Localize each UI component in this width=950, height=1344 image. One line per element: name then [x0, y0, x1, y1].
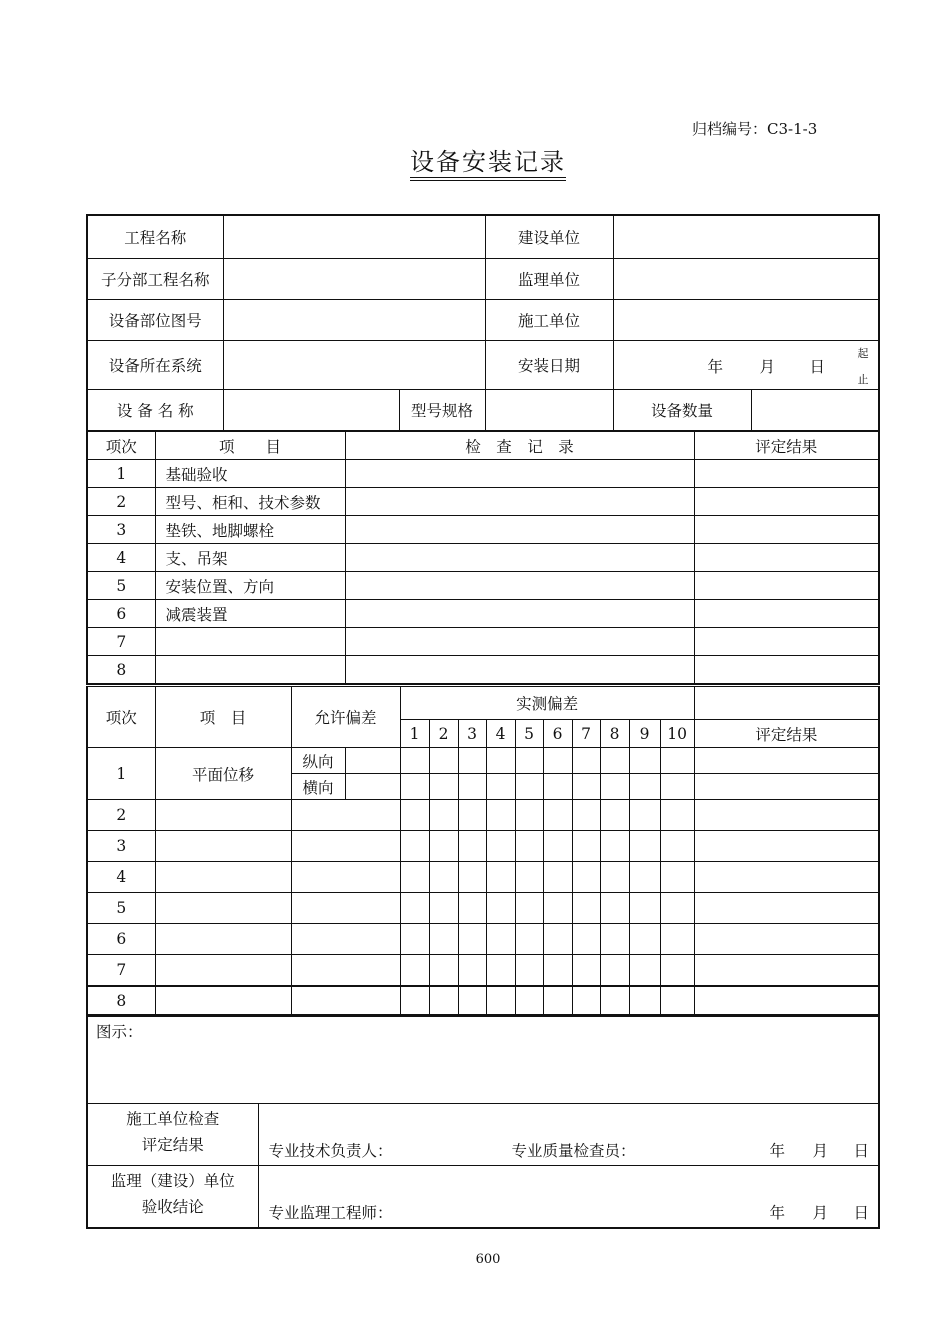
check-result[interactable] — [694, 544, 879, 572]
sign-month: 月 — [812, 1203, 829, 1222]
check-no: 7 — [87, 628, 155, 656]
dev-header-measured: 实测偏差 — [400, 687, 694, 720]
check-result[interactable] — [694, 488, 879, 516]
check-no: 5 — [87, 572, 155, 600]
header-result: 评定结果 — [694, 432, 879, 460]
dev-header-item: 项 目 — [155, 687, 291, 748]
archive-number: 归档编号：C3-1-3 — [692, 120, 818, 138]
page-number: 600 — [475, 1252, 501, 1267]
col-7: 7 — [572, 720, 600, 748]
check-table — [86, 431, 880, 685]
field-subproject-name[interactable] — [223, 258, 485, 299]
check-result[interactable] — [694, 628, 879, 656]
col-5: 5 — [515, 720, 543, 748]
allow-value[interactable] — [345, 774, 400, 800]
figure-label: 图示： — [96, 1023, 143, 1041]
title-underline — [410, 177, 566, 178]
check-record[interactable] — [345, 656, 694, 685]
dev-header-blank — [694, 687, 879, 720]
check-record[interactable] — [345, 600, 694, 628]
field-device-name[interactable] — [223, 389, 399, 431]
check-record[interactable] — [345, 516, 694, 544]
dir-longitudinal: 纵向 — [291, 748, 345, 774]
check-row — [87, 488, 879, 516]
dev-header-no: 项次 — [87, 687, 155, 748]
col-10: 10 — [660, 720, 694, 748]
allow-value[interactable] — [345, 748, 400, 774]
check-no: 4 — [87, 544, 155, 572]
field-model[interactable] — [485, 389, 613, 431]
construct-check-field[interactable] — [258, 1103, 879, 1165]
field-quantity[interactable] — [751, 389, 879, 431]
check-row — [87, 460, 879, 488]
check-no: 6 — [87, 600, 155, 628]
check-no: 2 — [87, 488, 155, 516]
dev-row-item: 平面位移 — [155, 748, 291, 800]
check-result[interactable] — [694, 460, 879, 488]
dev-header-allow: 允许偏差 — [291, 687, 400, 748]
field-supervise-unit[interactable] — [613, 258, 879, 299]
info-table — [86, 214, 880, 432]
check-no: 1 — [87, 460, 155, 488]
label-system: 设备所在系统 — [87, 340, 223, 389]
header-no: 项次 — [87, 432, 155, 460]
dev-row-no: 1 — [87, 748, 155, 800]
date-zhi: 止 — [857, 372, 869, 386]
dev-row-no: 4 — [87, 862, 155, 893]
construct-check-line2: 评定结果 — [141, 1136, 204, 1154]
check-no: 3 — [87, 516, 155, 544]
label-subproject-name: 子分部工程名称 — [87, 258, 223, 299]
title-underline-2 — [410, 180, 566, 181]
sign-month: 月 — [812, 1141, 829, 1160]
dev-row-no: 8 — [87, 986, 155, 1016]
supervise-line2: 验收结论 — [141, 1198, 204, 1216]
label-project-name: 工程名称 — [87, 215, 223, 258]
dev-row-no: 7 — [87, 955, 155, 986]
field-drawing-no[interactable] — [223, 299, 485, 340]
header-record: 检 查 记 录 — [345, 432, 694, 460]
label-install-date: 安装日期 — [485, 340, 613, 389]
check-item: 垫铁、地脚螺栓 — [155, 516, 345, 544]
check-item: 减震装置 — [155, 600, 345, 628]
check-record[interactable] — [345, 572, 694, 600]
check-row — [87, 572, 879, 600]
field-system[interactable] — [223, 340, 485, 389]
dev-row — [87, 831, 879, 862]
dev-row-no: 5 — [87, 893, 155, 924]
check-item[interactable] — [155, 656, 345, 685]
dev-row — [87, 955, 879, 986]
check-row — [87, 544, 879, 572]
check-item[interactable] — [155, 628, 345, 656]
dev-row — [87, 986, 879, 1016]
check-record[interactable] — [345, 628, 694, 656]
col-2: 2 — [429, 720, 458, 748]
check-item: 基础验收 — [155, 460, 345, 488]
check-row — [87, 516, 879, 544]
construct-check-line1: 施工单位检查 — [126, 1110, 220, 1128]
dev-header-result: 评定结果 — [694, 720, 879, 748]
date-qi: 起 — [857, 346, 869, 360]
field-construct-unit[interactable] — [613, 299, 879, 340]
check-row — [87, 628, 879, 656]
supervise-line1: 监理（建设）单位 — [110, 1172, 235, 1190]
check-no: 8 — [87, 656, 155, 685]
check-item: 支、吊架 — [155, 544, 345, 572]
check-result[interactable] — [694, 600, 879, 628]
check-item: 型号、柜和、技术参数 — [155, 488, 345, 516]
dev-row — [87, 862, 879, 893]
header-item: 项 目 — [155, 432, 345, 460]
field-build-unit[interactable] — [613, 215, 879, 258]
check-record[interactable] — [345, 544, 694, 572]
footer-table — [86, 1014, 880, 1229]
dev-row — [87, 800, 879, 831]
sign-year: 年 — [769, 1141, 786, 1160]
check-row — [87, 656, 879, 685]
supervise-label — [87, 1165, 258, 1228]
dir-transverse: 横向 — [291, 774, 345, 800]
label-drawing-no: 设备部位图号 — [87, 299, 223, 340]
col-8: 8 — [600, 720, 629, 748]
check-result[interactable] — [694, 656, 879, 685]
dev-row-no: 3 — [87, 831, 155, 862]
dev-row-no: 2 — [87, 800, 155, 831]
page-title: 设备安装记录 — [410, 148, 566, 176]
label-model: 型号规格 — [399, 389, 485, 431]
quality-inspector-label: 专业质量检查员： — [511, 1141, 636, 1160]
sign-day: 日 — [853, 1141, 870, 1160]
col-9: 9 — [629, 720, 660, 748]
construct-check-label — [87, 1103, 258, 1165]
field-project-name[interactable] — [223, 215, 485, 258]
label-device-name: 设 备 名 称 — [87, 389, 223, 431]
check-record[interactable] — [345, 460, 694, 488]
date-month: 月 — [759, 357, 776, 376]
figure-area[interactable] — [87, 1015, 879, 1103]
dev-row — [87, 893, 879, 924]
tech-lead-label: 专业技术负责人： — [268, 1141, 393, 1160]
check-result[interactable] — [694, 516, 879, 544]
label-construct-unit: 施工单位 — [485, 299, 613, 340]
check-record[interactable] — [345, 488, 694, 516]
col-3: 3 — [458, 720, 486, 748]
sign-year: 年 — [769, 1203, 786, 1222]
date-year: 年 — [707, 357, 724, 376]
sign-day: 日 — [853, 1203, 870, 1222]
check-row — [87, 600, 879, 628]
col-6: 6 — [543, 720, 572, 748]
label-build-unit: 建设单位 — [485, 215, 613, 258]
deviation-table — [86, 686, 880, 1017]
check-item: 安装位置、方向 — [155, 572, 345, 600]
field-install-date[interactable] — [613, 340, 879, 389]
col-1: 1 — [400, 720, 429, 748]
col-4: 4 — [486, 720, 515, 748]
supervise-field[interactable] — [258, 1165, 879, 1228]
label-quantity: 设备数量 — [613, 389, 751, 431]
supervise-engineer-label: 专业监理工程师： — [268, 1203, 393, 1222]
label-supervise-unit: 监理单位 — [485, 258, 613, 299]
date-day: 日 — [809, 357, 826, 376]
dev-row — [87, 924, 879, 955]
check-result[interactable] — [694, 572, 879, 600]
dev-row-no: 6 — [87, 924, 155, 955]
